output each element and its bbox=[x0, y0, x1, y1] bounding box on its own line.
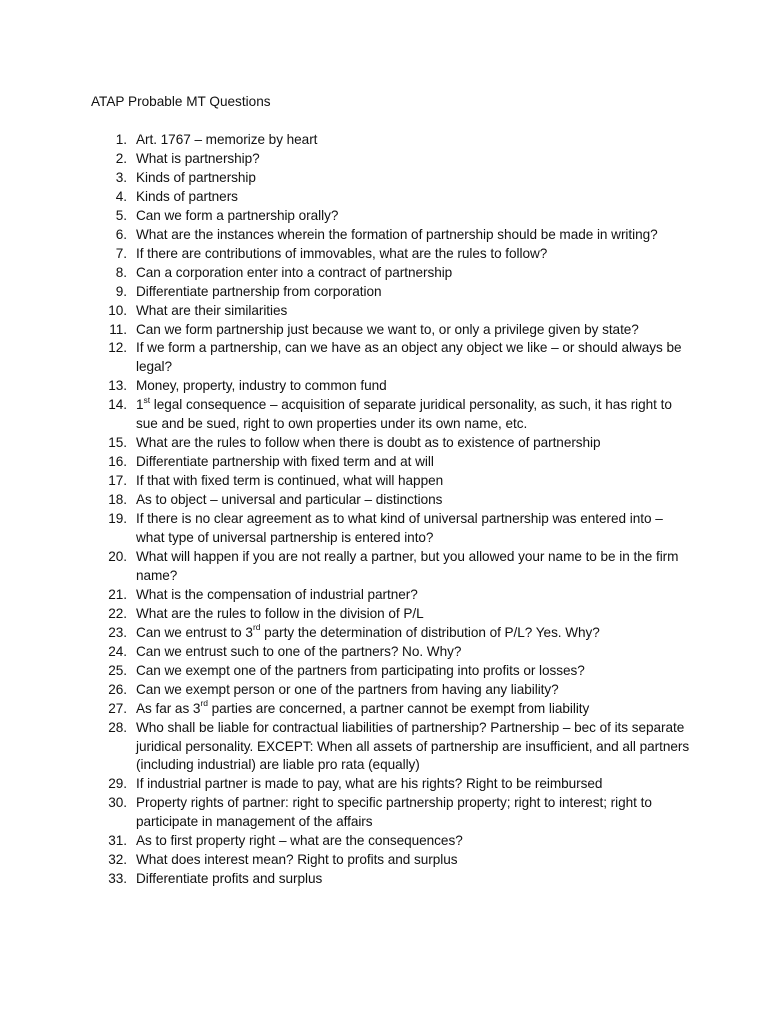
question-text-segment: If industrial partner is made to pay, what are his rights? Right to be reimbursed bbox=[136, 776, 603, 792]
question-item bbox=[91, 643, 691, 662]
question-item bbox=[91, 681, 691, 700]
question-number: 32. bbox=[108, 852, 127, 868]
question-text bbox=[136, 377, 691, 396]
question-text-segment: parties are concerned, a partner cannot be exempt from liability bbox=[207, 700, 590, 716]
question-text bbox=[136, 396, 691, 434]
question-item bbox=[91, 302, 691, 321]
question-item bbox=[91, 339, 691, 377]
question-text-segment: What does interest mean? Right to profits and surplus bbox=[136, 852, 458, 868]
question-text bbox=[136, 188, 691, 207]
question-number: 28. bbox=[108, 719, 127, 735]
question-text bbox=[136, 719, 691, 776]
question-item bbox=[91, 662, 691, 681]
question-text-segment: legal consequence – acquisition of separate juridical personality, as such, it has right to sue and be sued, right to own properties under its own name, etc. bbox=[136, 397, 672, 432]
ordinal-suffix: st bbox=[143, 394, 151, 405]
question-text-segment: Art. 1767 – memorize by heart bbox=[136, 132, 318, 147]
question-item bbox=[91, 510, 691, 548]
question-text bbox=[136, 832, 691, 851]
question-text-segment: Can we exempt person or one of the partners from having any liability? bbox=[136, 681, 559, 697]
question-item bbox=[91, 472, 691, 491]
question-number: 25. bbox=[108, 662, 127, 678]
question-text bbox=[136, 775, 691, 794]
question-number: 22. bbox=[108, 605, 127, 621]
question-number: 15. bbox=[108, 435, 127, 451]
question-number: 24. bbox=[108, 643, 127, 659]
question-text bbox=[136, 321, 691, 340]
question-text bbox=[136, 605, 691, 624]
question-text-segment: If there is no clear agreement as to what kind of universal partnership was entered into – what type of universal partnership is entered into? bbox=[136, 511, 663, 546]
question-text-segment: Kinds of partnership bbox=[136, 169, 256, 185]
question-text bbox=[136, 245, 691, 264]
question-number: 8. bbox=[115, 264, 127, 280]
question-text-segment: If that with fixed term is continued, what will happen bbox=[136, 473, 444, 489]
question-number: 16. bbox=[108, 454, 127, 470]
question-number: 23. bbox=[108, 624, 127, 640]
question-item bbox=[91, 870, 691, 889]
question-list bbox=[91, 131, 691, 889]
question-text bbox=[136, 662, 691, 681]
question-item bbox=[91, 321, 691, 340]
question-item bbox=[91, 150, 691, 169]
question-text bbox=[136, 624, 691, 643]
question-text-segment: What are the instances wherein the formation of partnership should be made in writing? bbox=[136, 226, 658, 242]
question-text-segment: As to object – universal and particular – distinctions bbox=[136, 492, 443, 508]
question-number: 1. bbox=[115, 132, 127, 147]
question-number: 10. bbox=[108, 302, 127, 318]
question-number: 12. bbox=[108, 340, 127, 356]
question-number: 33. bbox=[108, 871, 127, 887]
question-number: 7. bbox=[115, 245, 127, 261]
question-text bbox=[136, 339, 691, 377]
question-text bbox=[136, 851, 691, 870]
question-text-segment: Can we entrust such to one of the partners? No. Why? bbox=[136, 643, 462, 659]
question-text bbox=[136, 870, 691, 889]
question-item bbox=[91, 775, 691, 794]
question-text-segment: If we form a partnership, can we have as an object any object we like – or should always be legal? bbox=[136, 340, 682, 375]
question-item bbox=[91, 377, 691, 396]
question-text-segment: What are the rules to follow in the division of P/L bbox=[136, 605, 424, 621]
question-text-segment: Can we form a partnership orally? bbox=[136, 207, 339, 223]
question-text-segment: What are their similarities bbox=[136, 302, 288, 318]
question-item bbox=[91, 851, 691, 870]
question-text bbox=[136, 510, 691, 548]
question-item bbox=[91, 264, 691, 283]
question-text-segment: As to first property right – what are the consequences? bbox=[136, 833, 463, 849]
question-text-segment: Can we exempt one of the partners from participating into profits or losses? bbox=[136, 662, 585, 678]
question-text-segment: Money, property, industry to common fund bbox=[136, 378, 387, 394]
question-number: 19. bbox=[108, 511, 127, 527]
question-item bbox=[91, 832, 691, 851]
question-item bbox=[91, 586, 691, 605]
question-number: 20. bbox=[108, 548, 127, 564]
question-text-segment: What is partnership? bbox=[136, 150, 260, 166]
question-number: 21. bbox=[108, 586, 127, 602]
question-text bbox=[136, 264, 691, 283]
question-item bbox=[91, 491, 691, 510]
question-text-segment: As far as 3 bbox=[136, 700, 201, 716]
question-item bbox=[91, 169, 691, 188]
question-item bbox=[91, 245, 691, 264]
question-text bbox=[136, 472, 691, 491]
question-text bbox=[136, 150, 691, 169]
question-item bbox=[91, 283, 691, 302]
question-item bbox=[91, 624, 691, 643]
question-text bbox=[136, 643, 691, 662]
question-text bbox=[136, 491, 691, 510]
question-text-segment: Differentiate partnership with fixed term and at will bbox=[136, 454, 434, 470]
question-number: 13. bbox=[108, 378, 127, 394]
question-text bbox=[136, 131, 691, 150]
question-number: 27. bbox=[108, 700, 127, 716]
ordinal-suffix: rd bbox=[252, 622, 261, 633]
document-title: ATAP Probable MT Questions bbox=[91, 94, 271, 109]
question-text bbox=[136, 434, 691, 453]
question-item bbox=[91, 453, 691, 472]
question-number: 29. bbox=[108, 776, 127, 792]
question-text bbox=[136, 548, 691, 586]
question-number: 11. bbox=[109, 321, 127, 337]
question-text bbox=[136, 302, 691, 321]
question-text-segment: Differentiate profits and surplus bbox=[136, 871, 323, 887]
question-item bbox=[91, 396, 691, 434]
question-number: 6. bbox=[115, 226, 127, 242]
question-text-segment: What is the compensation of industrial partner? bbox=[136, 586, 418, 602]
question-number: 3. bbox=[115, 169, 127, 185]
question-number: 5. bbox=[115, 207, 127, 223]
question-item bbox=[91, 794, 691, 832]
question-text-segment: Kinds of partners bbox=[136, 188, 238, 204]
question-number: 9. bbox=[115, 283, 127, 299]
question-item bbox=[91, 605, 691, 624]
question-item bbox=[91, 131, 691, 150]
question-text bbox=[136, 226, 691, 245]
question-text-segment: Property rights of partner: right to specific partnership property; right to interest; right to participate in management of the affairs bbox=[136, 795, 652, 830]
question-text bbox=[136, 681, 691, 700]
question-item bbox=[91, 207, 691, 226]
question-text bbox=[136, 169, 691, 188]
question-text bbox=[136, 283, 691, 302]
question-text-segment: If there are contributions of immovables, what are the rules to follow? bbox=[136, 245, 548, 261]
question-item bbox=[91, 548, 691, 586]
question-item bbox=[91, 434, 691, 453]
question-text bbox=[136, 207, 691, 226]
question-item bbox=[91, 226, 691, 245]
question-text bbox=[136, 586, 691, 605]
question-text bbox=[136, 453, 691, 472]
question-text-segment: What are the rules to follow when there is doubt as to existence of partnership bbox=[136, 435, 601, 451]
question-number: 2. bbox=[115, 150, 127, 166]
question-text bbox=[136, 794, 691, 832]
question-text bbox=[136, 700, 691, 719]
question-item bbox=[91, 700, 691, 719]
question-text-segment: Can we entrust to 3 bbox=[136, 624, 253, 640]
question-text-segment: party the determination of distribution of P/L? Yes. Why? bbox=[260, 624, 600, 640]
question-number: 30. bbox=[108, 795, 127, 811]
question-number: 31. bbox=[108, 833, 127, 849]
question-number: 4. bbox=[115, 188, 127, 204]
question-number: 26. bbox=[108, 681, 127, 697]
question-text-segment: Who shall be liable for contractual liabilities of partnership? Partnership – bec of its separate juridical personality. EXCEPT: When all assets of partnership are insufficient, and all partners (including industrial) are liable pro rata (equally) bbox=[136, 719, 690, 773]
question-text-segment: Can a corporation enter into a contract of partnership bbox=[136, 264, 453, 280]
question-text-segment: 1 bbox=[136, 397, 144, 413]
question-text-segment: Differentiate partnership from corporation bbox=[136, 283, 382, 299]
question-number: 14. bbox=[108, 397, 127, 413]
question-text-segment: Can we form partnership just because we want to, or only a privilege given by state? bbox=[136, 321, 639, 337]
question-text-segment: What will happen if you are not really a partner, but you allowed your name to be in the firm name? bbox=[136, 548, 679, 583]
question-number: 17. bbox=[108, 473, 127, 489]
question-item bbox=[91, 188, 691, 207]
question-item bbox=[91, 719, 691, 776]
question-number: 18. bbox=[108, 492, 127, 508]
ordinal-suffix: rd bbox=[200, 698, 208, 709]
